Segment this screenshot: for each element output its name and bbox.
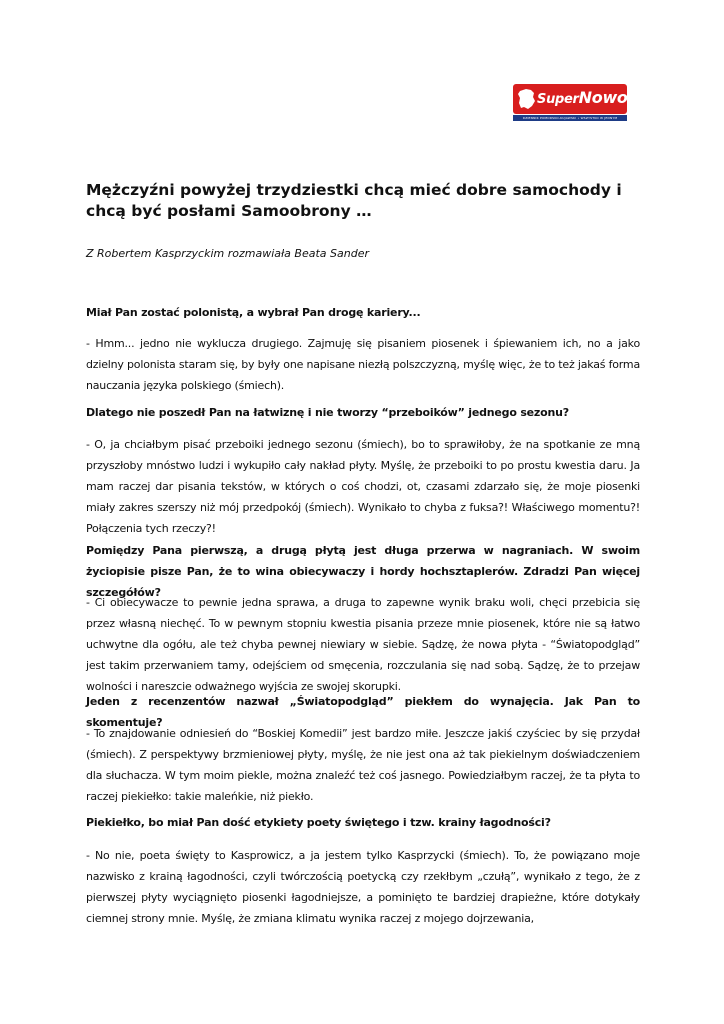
- logo-super: Super: [537, 92, 579, 107]
- article-byline: Z Robertem Kasprzyckim rozmawiała Beata Sander: [86, 247, 369, 260]
- answer-5: - No nie, poeta święty to Kasprowicz, a ja jestem tylko Kasprzycki (śmiech). To, że powiązano moje nazwisko z krainą łagodności, czyli twórczością poetycką czy rzekłbym „czułą”, wynikało z tego, że z pierwszej płyty wyciągnięto piosenki łagodniejsze, a pominięto te bardziej drapieżne, które dotykały ciemnej strony mnie. Myślę, że zmiana klimatu wynika raczej z mojego dojrzewania,: [86, 849, 640, 925]
- question-1: Miał Pan zostać polonistą, a wybrał Pan drogę kariery...: [86, 306, 421, 319]
- answer-3: - Ci obiecywacze to pewnie jedna sprawa, a druga to zapewne wynik braku woli, chęci przebicia się przez własną niechęć. To w pewnym stopniu kwestia pisania przeze mnie piosenek, które nie są łatwo uchwytne dla ogółu, ale też chyba pewnej niewiary w siebie. Sądzę, że nowa płyta - “Światopodgląd” jest takim przerwaniem tamy, odejściem od smęcenia, rozczulania się nad sobą. Sądzę, że to przejaw wolności i nareszcie odważnego wyjścia ze swojej skorupki.: [86, 596, 640, 693]
- question-2: Dlatego nie poszedł Pan na łatwiznę i nie tworzy “przeboików” jednego sezonu?: [86, 406, 569, 419]
- answer-4: - To znajdowanie odniesień do “Boskiej Komedii” jest bardzo miłe. Jeszcze jakiś czyściec by się przydał (śmiech). Z perspektywy brzmieniowej płyty, myślę, że nie jest ona aż tak piekielnym doświadczeniem dla słuchacza. W tym moim piekle, można znaleźć też coś jasnego. Powiedziałbym raczej, że ta płyta to raczej piekiełko: takie maleńkie, niż piekło.: [86, 727, 640, 803]
- logo-tagline: DZIENNIK POMORSKO-KUJAWSKI • WSZYSTKO W JEDNYM: [513, 115, 627, 121]
- article-title: Mężczyźni powyżej trzydziestki chcą mieć dobre samochody i chcą być posłami Samoobrony …: [86, 181, 622, 220]
- question-3: Pomiędzy Pana pierwszą, a drugą płytą jest długa przerwa w nagraniach. W swoim życiopisie pisze Pan, że to wina obiecywaczy i hordy hochsztaplerów. Zdradzi Pan więcej szczegółów?: [86, 544, 640, 599]
- super-nowosci-logo: [513, 84, 652, 124]
- question-5: Piekiełko, bo miał Pan dość etykiety poety świętego i tzw. krainy łagodności?: [86, 816, 551, 829]
- poland-map-icon: [517, 87, 537, 111]
- logo-red-band: [513, 84, 652, 114]
- logo-wordmark: [537, 88, 651, 107]
- question-4: Jeden z recenzentów nazwał „Światopodgląd” piekłem do wynajęcia. Jak Pan to skomentuje?: [86, 695, 640, 729]
- answer-2: - O, ja chciałbym pisać przeboiki jednego sezonu (śmiech), bo to sprawiłoby, że na spotkanie ze mną przyszłoby mnóstwo ludzi i wykupiło cały nakład płyty. Myślę, że przeboiki to po prostu kwestia daru. Ja mam raczej dar pisania tekstów, w których o coś chodzi, ot, czasami zdarzało się, że moje piosenki miały zakres szerszy niż mój przedpokój (śmiech). Wynikało to chyba z fuksa?! Właściwego momentu?! Połączenia tych rzeczy?!: [86, 438, 640, 535]
- logo-nowosci: Nowości: [578, 88, 652, 107]
- answer-1: - Hmm... jedno nie wyklucza drugiego. Zajmuję się pisaniem piosenek i śpiewaniem ich, no a jako dzielny polonista staram się, by były one napisane niezłą polszczyzną, myślę więc, że to też jakaś forma nauczania języka polskiego (śmiech).: [86, 337, 640, 392]
